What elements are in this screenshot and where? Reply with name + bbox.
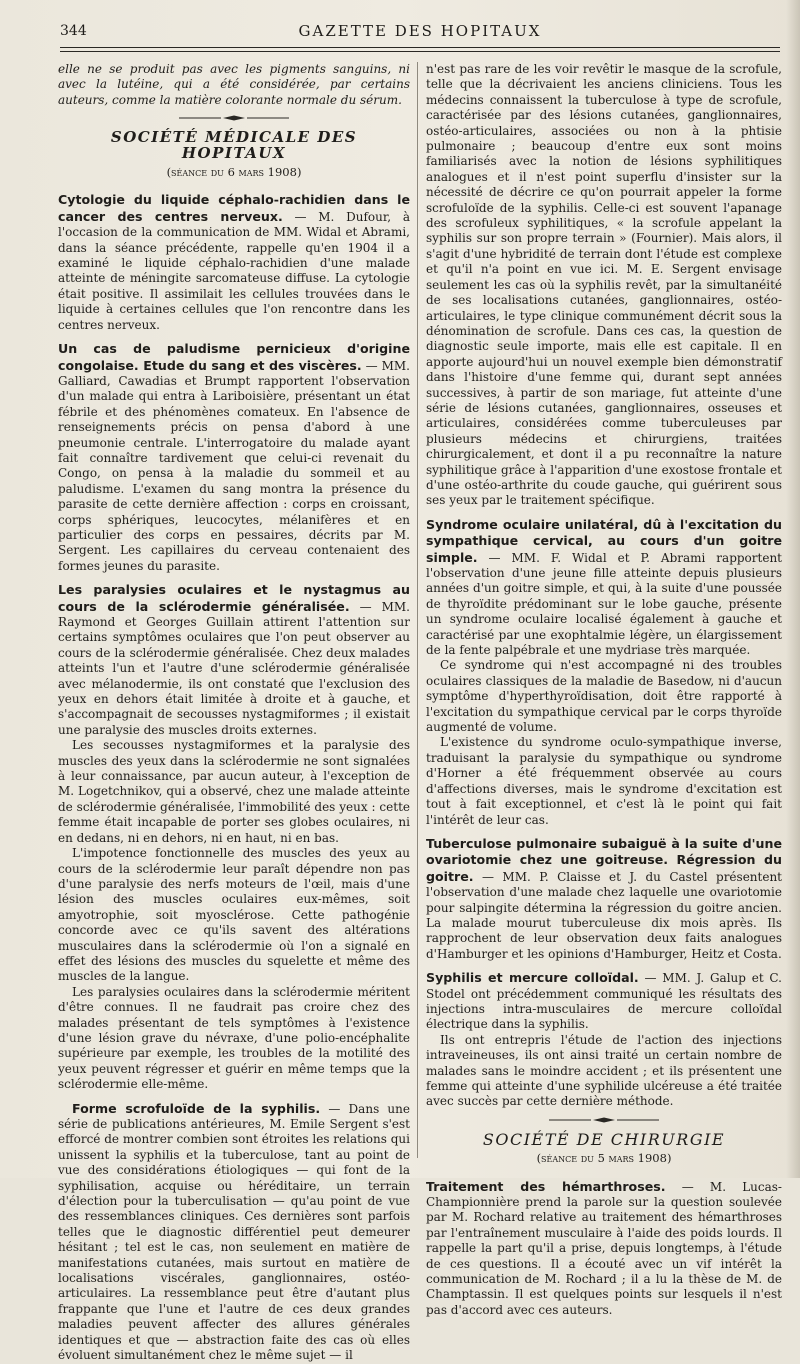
article-heading: Les paralysies oculaires et le nystagmus au cours de la sclérodermie généralisée. [58, 582, 410, 614]
article-paragraph: Les secousses nystagmiformes et la paralysie des muscles des yeux dans la sclérodermie ne sont signalées à leur connaissance, par aucun auteur, à l'exception de M. Logetchnikov, qui a observé, chez une malade atteinte de sclérodermie généralisée, l'immobilité des yeux : cette femme était incapable de porter ses globes oculaires, ni en dedans, ni en dehors, ni en haut, ni en bas. [58, 738, 410, 845]
article-body: — MM. P. Claisse et J. du Castel présentent l'observation d'une malade chez laquelle une ovariotomie pour salpingite détermina la régression du goitre ancien. La malade mourut tuberculeuse dix mois après. Ils rapprochent de leur observation deux faits analogues d'Hamburger et les opinions d'Hamburger, Heitz et Costa. [426, 869, 782, 961]
article-body: — MM. Galliard, Cawadias et Brumpt rapportent l'observation d'un malade qui entra à Lariboisière, présentant un état fébrile et des phénomènes comateux. En l'absence de renseignements précis on pensa d'abord à une pneumonie centrale. L'interrogatoire du malade ayant fait connaître tardivement que celui-ci revenait du Congo, on pensa à la maladie du sommeil et au paludisme. L'examen du sang montra la présence du parasite de cette dernière affection : corps en croissant, corps sphériques, leucocytes, mélanifères et en particulier des corps en pessaires, décrits par M. Sergent. Les capillaires du cerveau contenaient des formes jeunes du parasite. [58, 358, 410, 573]
article-paragraph: Ce syndrome qui n'est accompagné ni des troubles oculaires classiques de la maladie de Basedow, ni d'aucun symptôme d'hyperthyroïdisation, doit être rapporté à l'excitation du sympathique cervical par le corps thyroïde augmenté de volume. [426, 658, 782, 735]
header-rule [60, 47, 780, 48]
article-syndrome-oculaire [426, 517, 782, 659]
continued-paragraph: n'est pas rare de les voir revêtir le masque de la scrofule, telle que la décrivaient les anciens cliniciens. Tous les médecins connaissent la tuberculose à type de scrofule, caractérisée par des lésions cutanées, ganglionnaires, ostéo-articulaires, associées ou non à la phtisie pulmonaire ; beaucoup d'entre eux sont moins familiarisés avec la notion de lésions syphilitiques analogues et il n'est point superflu d'insister sur la nécessité de décrire ce qu'on pourrait appeler la forme scrofuloïde de la syphilis. Celle-ci est souvent l'apanage des scrofuleux syphilitiques, « la scrofule appelant la syphilis sur son propre terrain » (Fournier). Mais alors, il s'agit d'une hybridité de terrain dont l'étude est complexe et qu'il n'a point en vue ici. M. E. Sergent envisage seulement les cas où la syphilis revêt, par la simultanéité de ses localisations cutanées, ganglionnaires, ostéo-articulaires, le type clinique communément décrit sous la dénomination de scrofule. Dans ces cas, la question de diagnostic seule importe, mais elle est capitale. Il en apporte aujourd'hui un nouvel exemple bien démonstratif dans l'histoire d'une femme qui, durant sept années successives, à partir de son mariage, fut atteinte d'une série de lésions cutanées, ganglionnaires, osseuses et articulaires, considérées comme tuberculeuses par plusieurs médecins et chirurgiens, traitées chirurgicalement, et dont il a pu reconnaître la nature syphilitique grâce à l'apparition d'une exostose frontale et d'une ostéo-arthrite du coude gauche, qui guérirent sous ses yeux par le traitement spécifique. [426, 62, 782, 508]
page-number: 344 [60, 23, 87, 39]
article-paragraph: L'existence du syndrome oculo-sympathique inverse, traduisant la paralysie du sympathique ou syndrome d'Horner a été fréquemment observée au cours d'affections diverses, mais le syndrome d'excitation est tout à fait exceptionnel, et c'est là le point qui fait l'intérêt de leur cas. [426, 735, 782, 827]
article-paragraph: Les paralysies oculaires dans la sclérodermie méritent d'être connues. Il ne faudrait pas croire chez des malades présentant de tels symptômes à l'existence d'une lésion grave du névraxe, d'une polio-encéphalite supérieure par exemple, les troubles de la motilité des yeux peuvent régresser et guérir en même temps que la sclérodermie elle-même. [58, 984, 410, 1092]
article-cytologie [58, 192, 410, 333]
article-tuberculose [426, 836, 782, 962]
article-paludisme [58, 341, 410, 574]
running-title: GAZETTE DES HOPITAUX [298, 22, 542, 40]
article-body: — M. Dufour, à l'occasion de la communication de MM. Widal et Abrami, dans la séance précédente, rappelle qu'en 1904 il a examiné le liquide céphalo-rachidien d'une malade atteinte de méningite sarcomateuse diffuse. La cytologie était positive. Il assimilait les cellules trouvées dans le liquide à certaines cellules que l'on rencontre dans les centres nerveux. [58, 209, 410, 332]
article-paragraph: L'impotence fonctionnelle des muscles des yeux au cours de la sclérodermie leur paraît dépendre non pas d'une paralysie des nerfs moteurs de l'œil, mais d'une lésion des muscles oculaires eux-mêmes, soit amyotrophie, soit myosclérose. Cette pathogénie concorde avec ce qu'ils savent des altérations musculaires dans la sclérodermie où l'on a signalé en effet des lésions des muscles du squelette et même des muscles de la langue. [58, 846, 410, 984]
session-date: (séance du 6 mars 1908) [166, 165, 302, 180]
article-syphilis-scrofuloide [58, 1101, 410, 1364]
article-heading: Syndrome oculaire unilatéral, dû à l'excitation du sympathique cervical, au cours d'un goitre simple. [426, 516, 782, 565]
article-heading: Traitement des hémarthroses. [426, 1178, 666, 1194]
header-rule-double [60, 51, 780, 52]
article-heading: Tuberculose pulmonaire subaiguë à la suite d'une ovariotomie chez une goitreuse. Régression du goitre. [426, 835, 782, 884]
section-ornament [549, 1117, 659, 1123]
article-paralysies [58, 582, 410, 738]
article-body: — Dans une série de publications antérieures, M. Emile Sergent s'est efforcé de montrer combien sont étroites les relations qui unissent la syphilis et la tuberculose, tant au point de vue des considérations étiologiques — qui font de la syphilisation, acquise ou héréditaire, un terrain d'élection pour la tuberculisation — qu'au point de vue des ressemblances cliniques. Ces dernières sont parfois telles que le diagnostic différentiel peut demeurer hésitant ; tel est le cas, non seulement en matière de manifestations cutanées, mais surtout en matière de localisations viscérales, ganglionnaires, ostéo-articulaires. La ressemblance peut être d'autant plus frappante que l'une et l'autre de ces deux grandes maladies peuvent affecter des allures générales identiques et que — abstraction faite des cas où elles évoluent simultanément chez le même sujet — il [58, 1101, 410, 1363]
society-title: SOCIÉTÉ DE CHIRURGIE [482, 1129, 726, 1149]
page-header [60, 20, 780, 42]
article-heading: Cytologie du liquide céphalo-rachidien dans le cancer des centres nerveux. [58, 192, 410, 224]
column-divider [417, 62, 418, 1158]
article-body: — M. Lucas-Championnière prend la parole sur la question soulevée par M. Rochard relative au traitement des hémarthroses par l'entraînement musculaire à l'aide des poids lourds. Il rappelle la part qu'il a prise, depuis longtemps, à l'étude de ces questions. Il a écouté avec un vif intérêt la communication de M. Rochard ; il a lu la thèse de M. de Champtassin. Il est quelques points sur lesquels il n'est pas d'accord avec ces auteurs. [426, 1179, 782, 1317]
article-body: — MM. J. Galup et C. Stodel ont précédemment communiqué les résultats des injections intra-musculaires de mercure colloïdal électrique dans la syphilis. [426, 971, 782, 1032]
article-body: — MM. F. Widal et P. Abrami rapportent l'observation d'une jeune fille atteinte depuis plusieurs années d'un goitre simple, et qui, à la suite d'une poussée de thyroïdite prédominant sur le lobe gauche, présente un syndrome oculaire localisé également à gauche et caractérisé par une exophtalmie légère, un élargissement de la fente palpébrale et une mydriase très marquée. [426, 550, 782, 658]
session-date: (séance du 5 mars 1908) [536, 1151, 672, 1166]
society-title: SOCIÉTÉ MÉDICALE DES HOPITAUX [110, 128, 358, 162]
section-ornament [179, 115, 289, 121]
article-body: — MM. Raymond et Georges Guillain attirent l'attention sur certains symptômes oculaires que l'on peut observer au cours de la sclérodermie généralisée. Chez deux malades atteints l'un et l'autre d'une sclérodermie généralisée avec mélanodermie, ils ont constaté que l'exclusion des yeux en dehors était limitée à droite et à gauche, et s'accompagnait de secousses nystagmiformes ; il existait une paralysie des muscles droits externes. [58, 599, 410, 737]
continued-paragraph: elle ne se produit pas avec les pigments sanguins, ni avec la lutéine, qui a été considérée, par certains auteurs, comme la matière colorante normale du sérum. [58, 62, 410, 107]
article-mercure [426, 970, 782, 1033]
article-paragraph: Ils ont entrepris l'étude de l'action des injections intraveineuses, ils ont ainsi traité un certain nombre de malades sans le moindre accident ; et ils présentent une femme qui atteinte d'une syphilide ulcéreuse a été traitée avec succès par cette dernière méthode. [426, 1032, 782, 1109]
article-heading: Syphilis et mercure colloïdal. [426, 970, 639, 986]
article-hemarthroses [426, 1179, 782, 1319]
article-heading: Un cas de paludisme pernicieux d'origine congolaise. Etude du sang et des viscères. [58, 341, 410, 373]
left-column [58, 62, 410, 1364]
page-edge-shadow [786, 0, 800, 1178]
article-heading: Forme scrofuloïde de la syphilis. [72, 1100, 321, 1116]
right-column [426, 62, 782, 1318]
